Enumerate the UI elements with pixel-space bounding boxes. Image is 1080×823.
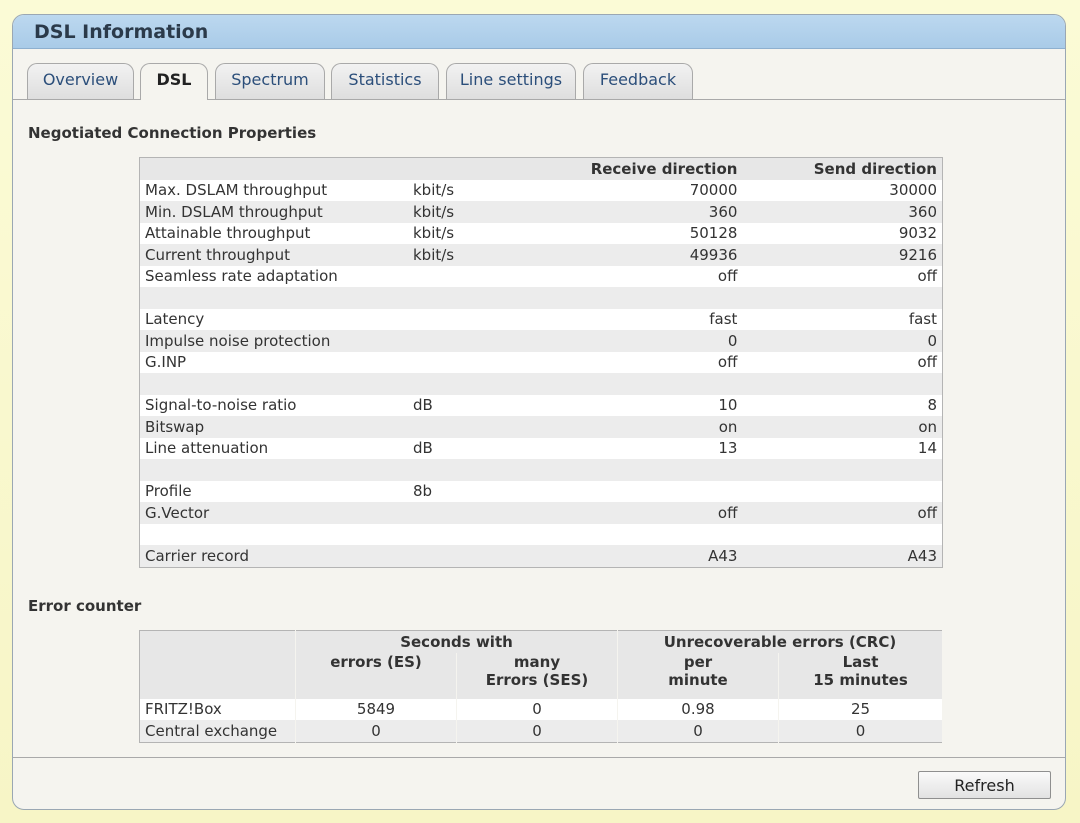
table-row: [140, 545, 943, 567]
row-unit: kbit/s: [408, 223, 508, 245]
err-col-es: [296, 653, 457, 699]
tab-line-settings[interactable]: Line settings: [446, 63, 576, 99]
table-row: [140, 201, 943, 223]
header-cell: [408, 158, 508, 180]
row-unit: [408, 330, 508, 352]
err-col-per-minute: [618, 653, 779, 699]
receive-value: [508, 287, 742, 309]
table-row: [140, 223, 943, 245]
err-col-ses: [457, 653, 618, 699]
send-value: 8: [742, 395, 942, 417]
receive-value: fast: [508, 309, 742, 331]
receive-value: 13: [508, 438, 742, 460]
receive-value: 70000: [508, 180, 742, 202]
table-row: [140, 524, 943, 546]
row-label: Bitswap: [140, 416, 409, 438]
receive-value: 360: [508, 201, 742, 223]
send-value: fast: [742, 309, 942, 331]
err-head-blank: [140, 631, 296, 653]
tab-statistics[interactable]: Statistics: [331, 63, 439, 99]
table-row: [140, 395, 943, 417]
negotiated-properties-title: Negotiated Connection Properties: [28, 124, 317, 142]
send-value: off: [742, 266, 942, 288]
receive-value: 50128: [508, 223, 742, 245]
send-value: 14: [742, 438, 942, 460]
err-cell: 0: [779, 720, 943, 742]
row-unit: [408, 502, 508, 524]
row-unit: [408, 309, 508, 331]
err-row-label: Central exchange: [140, 720, 296, 742]
receive-value: [508, 459, 742, 481]
table-row: [140, 502, 943, 524]
err-group-crc: Unrecoverable errors (CRC): [618, 631, 943, 653]
table-row: [140, 266, 943, 288]
row-unit: [408, 352, 508, 374]
row-label: Profile: [140, 481, 409, 503]
row-label: Carrier record: [140, 545, 409, 567]
row-unit: [408, 459, 508, 481]
table-header-row: [140, 158, 943, 180]
err-cell: 0: [457, 699, 618, 721]
receive-value: on: [508, 416, 742, 438]
panel-title: DSL Information: [13, 15, 1065, 49]
err-cell: 25: [779, 699, 943, 721]
row-unit: [408, 287, 508, 309]
receive-value: [508, 524, 742, 546]
tab-dsl[interactable]: DSL: [140, 63, 208, 100]
send-value: [742, 459, 942, 481]
send-value: on: [742, 416, 942, 438]
table-row: [140, 352, 943, 374]
send-value: [742, 481, 942, 503]
row-unit: kbit/s: [408, 244, 508, 266]
table-row: [140, 438, 943, 460]
send-value: off: [742, 352, 942, 374]
row-unit: [408, 373, 508, 395]
err-cell: 0: [457, 720, 618, 742]
table-row: [140, 287, 943, 309]
row-label: Attainable throughput: [140, 223, 409, 245]
row-label: [140, 287, 409, 309]
receive-value: off: [508, 266, 742, 288]
err-cell: 0: [618, 720, 779, 742]
row-unit: kbit/s: [408, 180, 508, 202]
row-unit: kbit/s: [408, 201, 508, 223]
row-label: Latency: [140, 309, 409, 331]
row-unit: [408, 524, 508, 546]
table-row: [140, 309, 943, 331]
row-label: G.INP: [140, 352, 409, 374]
send-value: 9032: [742, 223, 942, 245]
header-cell: Send direction: [742, 158, 942, 180]
row-label: Impulse noise protection: [140, 330, 409, 352]
row-unit: dB: [408, 395, 508, 417]
send-value: [742, 524, 942, 546]
err-row-label: FRITZ!Box: [140, 699, 296, 721]
table-row: [140, 373, 943, 395]
row-label: Line attenuation: [140, 438, 409, 460]
row-unit: dB: [408, 438, 508, 460]
row-label: [140, 524, 409, 546]
err-cell: 0: [296, 720, 457, 742]
row-label: [140, 459, 409, 481]
err-col-es-label: errors (ES): [330, 652, 422, 671]
send-value: off: [742, 502, 942, 524]
refresh-button[interactable]: Refresh: [918, 771, 1051, 799]
err-col-l15-line2: 15 minutes: [813, 670, 908, 689]
dsl-info-panel: [12, 14, 1066, 810]
err-cell: 5849: [296, 699, 457, 721]
err-col-ses-line1: many: [513, 652, 561, 671]
receive-value: [508, 481, 742, 503]
send-value: 30000: [742, 180, 942, 202]
connection-properties-table: [139, 157, 943, 568]
send-value: [742, 287, 942, 309]
receive-value: A43: [508, 545, 742, 567]
send-value: 360: [742, 201, 942, 223]
footer-divider: [13, 757, 1065, 758]
row-unit: 8b: [408, 481, 508, 503]
err-col-l15-line1: Last: [842, 652, 879, 671]
tab-bar: [13, 49, 1065, 100]
err-cell: 0.98: [618, 699, 779, 721]
tab-spectrum[interactable]: Spectrum: [215, 63, 325, 99]
send-value: 9216: [742, 244, 942, 266]
err-group-seconds: Seconds with: [296, 631, 618, 653]
table-row: [140, 330, 943, 352]
tab-feedback[interactable]: Feedback: [583, 63, 693, 99]
receive-value: 0: [508, 330, 742, 352]
row-unit: [408, 416, 508, 438]
send-value: A43: [742, 545, 942, 567]
row-label: Min. DSLAM throughput: [140, 201, 409, 223]
row-unit: [408, 545, 508, 567]
receive-value: [508, 373, 742, 395]
err-col-last-15: [779, 653, 943, 699]
err-col-pm-line1: per: [683, 652, 713, 671]
tab-overview[interactable]: Overview: [27, 63, 134, 99]
header-cell: [140, 158, 409, 180]
receive-value: 10: [508, 395, 742, 417]
table-row: [140, 459, 943, 481]
header-cell: Receive direction: [508, 158, 742, 180]
err-head-blank-2: [140, 653, 296, 699]
error-counter-table: [139, 630, 943, 743]
table-row: [140, 244, 943, 266]
receive-value: off: [508, 502, 742, 524]
send-value: [742, 373, 942, 395]
err-col-ses-line2: Errors (SES): [485, 670, 589, 689]
table-row: [140, 481, 943, 503]
table-row: [140, 416, 943, 438]
row-label: G.Vector: [140, 502, 409, 524]
receive-value: 49936: [508, 244, 742, 266]
row-label: Current throughput: [140, 244, 409, 266]
table-row: [140, 180, 943, 202]
error-counter-title: Error counter: [28, 597, 142, 615]
send-value: 0: [742, 330, 942, 352]
row-label: Seamless rate adaptation: [140, 266, 409, 288]
row-unit: [408, 266, 508, 288]
receive-value: off: [508, 352, 742, 374]
err-col-pm-line2: minute: [668, 670, 728, 689]
row-label: [140, 373, 409, 395]
row-label: Max. DSLAM throughput: [140, 180, 409, 202]
row-label: Signal-to-noise ratio: [140, 395, 409, 417]
